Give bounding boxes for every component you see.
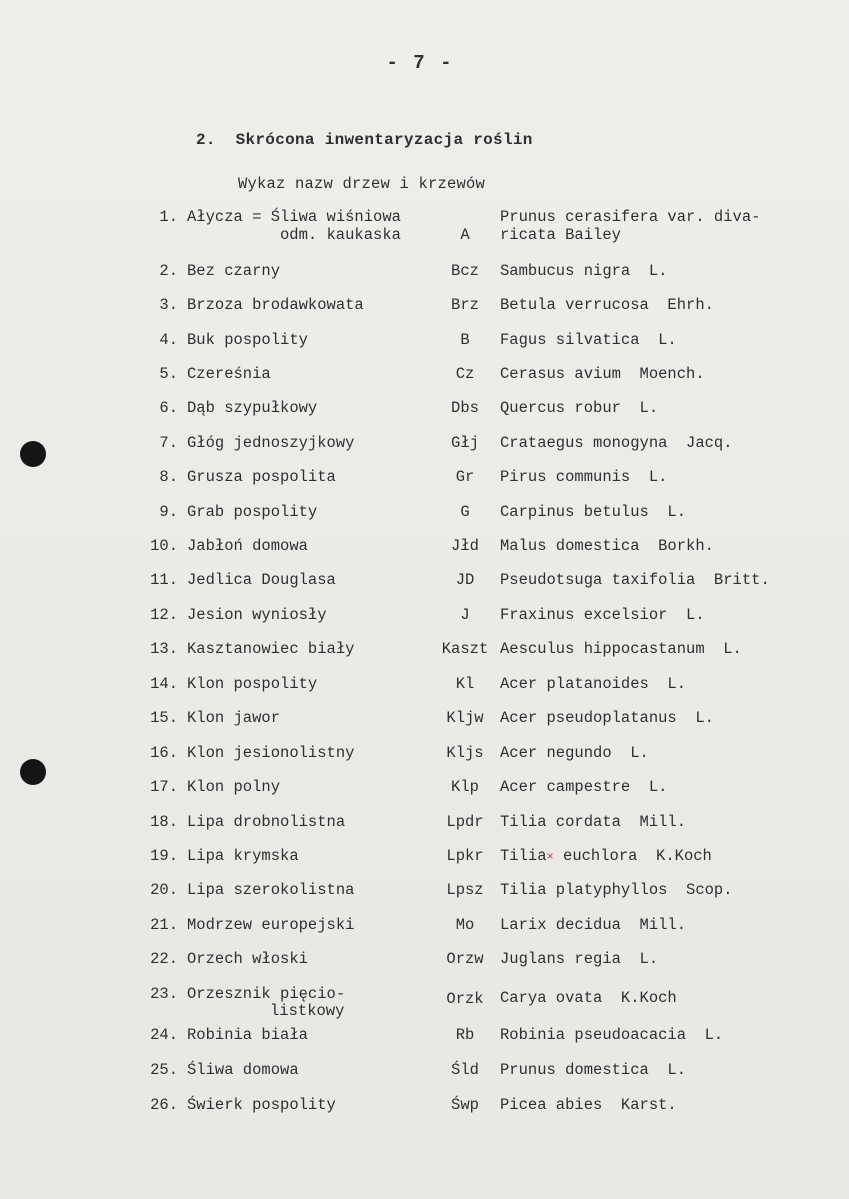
latin-name: Carya ovata K.Koch [500, 989, 677, 1007]
list-item [0, 986, 849, 1022]
latin-name: Acer campestre L. [500, 778, 668, 796]
abbreviation: Orzw [446, 950, 484, 968]
polish-name: Lipa szerokolistna [187, 881, 355, 899]
item-number: 12. [150, 606, 178, 624]
item-number: 9. [159, 503, 178, 521]
list-item [0, 400, 849, 430]
abbreviation: Cz [455, 365, 475, 383]
item-number: 20. [150, 881, 178, 899]
item-number: 18. [150, 813, 178, 831]
abbreviation: A [460, 226, 470, 244]
polish-name: Lipa drobnolistna [187, 813, 346, 831]
list-subtitle: Wykaz nazw drzew i krzewów [238, 175, 486, 193]
item-number: 1. [159, 208, 178, 226]
polish-name: Jabłoń domowa [187, 537, 308, 555]
list-item [0, 1027, 849, 1057]
list-item [0, 951, 849, 981]
abbreviation: Bcz [451, 262, 479, 280]
item-number: 11. [150, 571, 178, 589]
abbreviation: Śwp [451, 1096, 479, 1114]
list-item [0, 745, 849, 775]
polish-name: Klon pospolity [187, 675, 318, 693]
list-item [0, 607, 849, 637]
list-item [0, 710, 849, 740]
polish-name: Czereśnia [187, 365, 271, 383]
item-number: 23. [150, 985, 178, 1003]
item-number: 14. [150, 675, 178, 693]
latin-name: Picea abies Karst. [500, 1096, 677, 1114]
polish-name-continued: listkowy [270, 1002, 345, 1020]
latin-name: Quercus robur L. [500, 399, 659, 417]
latin-name: Fraxinus excelsior L. [500, 606, 705, 624]
polish-name: Śliwa domowa [187, 1061, 299, 1079]
list-item [0, 814, 849, 844]
list-item [0, 469, 849, 499]
list-item [0, 366, 849, 396]
abbreviation: Rb [455, 1026, 475, 1044]
list-item [0, 332, 849, 362]
abbreviation: Orzk [446, 990, 484, 1008]
list-item [0, 263, 849, 293]
abbreviation: Dbs [451, 399, 479, 417]
abbreviation: JD [455, 571, 475, 589]
latin-name: Larix decidua Mill. [500, 916, 687, 934]
item-number: 8. [159, 468, 178, 486]
abbreviation: Śld [451, 1061, 479, 1079]
polish-name: Grusza pospolita [187, 468, 336, 486]
latin-name: Malus domestica Borkh. [500, 537, 714, 555]
polish-name: Lipa krymska [187, 847, 299, 865]
list-item [0, 297, 849, 327]
list-item [0, 917, 849, 947]
list-item [0, 1062, 849, 1092]
polish-name: Świerk pospolity [187, 1096, 336, 1114]
latin-name: Acer pseudoplatanus L. [500, 709, 714, 727]
polish-name: Modrzew europejski [187, 916, 355, 934]
abbreviation: G [460, 503, 470, 521]
list-item [0, 209, 849, 249]
item-number: 2. [159, 262, 178, 280]
abbreviation: Głj [451, 434, 479, 452]
item-number: 21. [150, 916, 178, 934]
latin-name: Fagus silvatica L. [500, 331, 677, 349]
item-number: 15. [150, 709, 178, 727]
latin-name: Betula verrucosa Ehrh. [500, 296, 714, 314]
section-title: 2. Skrócona inwentaryzacja roślin [196, 131, 533, 149]
latin-name: Acer platanoides L. [500, 675, 687, 693]
abbreviation: Mo [455, 916, 475, 934]
abbreviation: Lpdr [446, 813, 484, 831]
list-item [0, 538, 849, 568]
polish-name: Orzech włoski [187, 950, 308, 968]
latin-name: Crataegus monogyna Jacq. [500, 434, 733, 452]
polish-name: Klon polny [187, 778, 281, 796]
item-number: 6. [159, 399, 178, 417]
abbreviation: Brz [451, 296, 479, 314]
polish-name: Robinia biała [187, 1026, 308, 1044]
list-item [0, 435, 849, 465]
polish-name: Jesion wyniosły [187, 606, 327, 624]
latin-name: Juglans regia L. [500, 950, 659, 968]
item-number: 19. [150, 847, 178, 865]
polish-name: Orzesznik pięcio- [187, 985, 346, 1003]
latin-name: Acer negundo L. [500, 744, 649, 762]
latin-name: Pseudotsuga taxifolia Britt. [500, 571, 770, 589]
list-item [0, 1097, 849, 1127]
abbreviation: J [460, 606, 470, 624]
polish-name: Dąb szypułkowy [187, 399, 318, 417]
latin-name: Sambucus nigra L. [500, 262, 668, 280]
latin-name [500, 848, 712, 866]
polish-name-continued: odm. kaukaska [280, 226, 401, 244]
polish-name: Klon jesionolistny [187, 744, 355, 762]
latin-name: Carpinus betulus L. [500, 503, 687, 521]
polish-name: Grab pospolity [187, 503, 318, 521]
abbreviation: Kaszt [441, 640, 489, 658]
abbreviation: Klp [451, 778, 479, 796]
polish-name: Jedlica Douglasa [187, 571, 336, 589]
latin-name: Prunus cerasifera var. diva- [500, 208, 761, 226]
abbreviation: B [460, 331, 470, 349]
latin-name: Robinia pseudoacacia L. [500, 1026, 724, 1044]
item-number: 16. [150, 744, 178, 762]
abbreviation: Lpsz [446, 881, 484, 899]
abbreviation: Jłd [451, 537, 479, 555]
list-item [0, 676, 849, 706]
polish-name: Buk pospolity [187, 331, 308, 349]
latin-name: Tilia platyphyllos Scop. [500, 881, 733, 899]
abbreviation: Kl [455, 675, 475, 693]
list-item [0, 779, 849, 809]
hybrid-cross-mark: × [546, 850, 554, 864]
latin-genus: Tilia [500, 847, 547, 865]
item-number: 24. [150, 1026, 178, 1044]
latin-name: Prunus domestica L. [500, 1061, 687, 1079]
abbreviation: Gr [455, 468, 475, 486]
polish-name: Kasztanowiec biały [187, 640, 355, 658]
item-number: 13. [150, 640, 178, 658]
latin-name: Tilia cordata Mill. [500, 813, 687, 831]
polish-name: Klon jawor [187, 709, 281, 727]
list-item [0, 848, 849, 878]
abbreviation: Lpkr [446, 847, 484, 865]
item-number: 22. [150, 950, 178, 968]
abbreviation: Kljs [446, 744, 484, 762]
page-number: - 7 - [386, 52, 454, 74]
item-number: 26. [150, 1096, 178, 1114]
item-number: 5. [159, 365, 178, 383]
list-item [0, 504, 849, 534]
abbreviation: Kljw [446, 709, 484, 727]
polish-name: Brzoza brodawkowata [187, 296, 364, 314]
item-number: 3. [159, 296, 178, 314]
latin-name: Aesculus hippocastanum L. [500, 640, 742, 658]
polish-name: Bez czarny [187, 262, 281, 280]
polish-name: Głóg jednoszyjkowy [187, 434, 355, 452]
list-item [0, 572, 849, 602]
item-number: 7. [159, 434, 178, 452]
latin-name-continued: ricata Bailey [500, 226, 621, 244]
latin-name: Pirus communis L. [500, 468, 668, 486]
item-number: 17. [150, 778, 178, 796]
latin-name: Cerasus avium Moench. [500, 365, 705, 383]
item-number: 10. [150, 537, 178, 555]
item-number: 4. [159, 331, 178, 349]
latin-epithet: euchlora K.Koch [553, 847, 712, 865]
polish-name: Ałycza = Śliwa wiśniowa [187, 208, 401, 226]
list-item [0, 882, 849, 912]
item-number: 25. [150, 1061, 178, 1079]
list-item [0, 641, 849, 671]
